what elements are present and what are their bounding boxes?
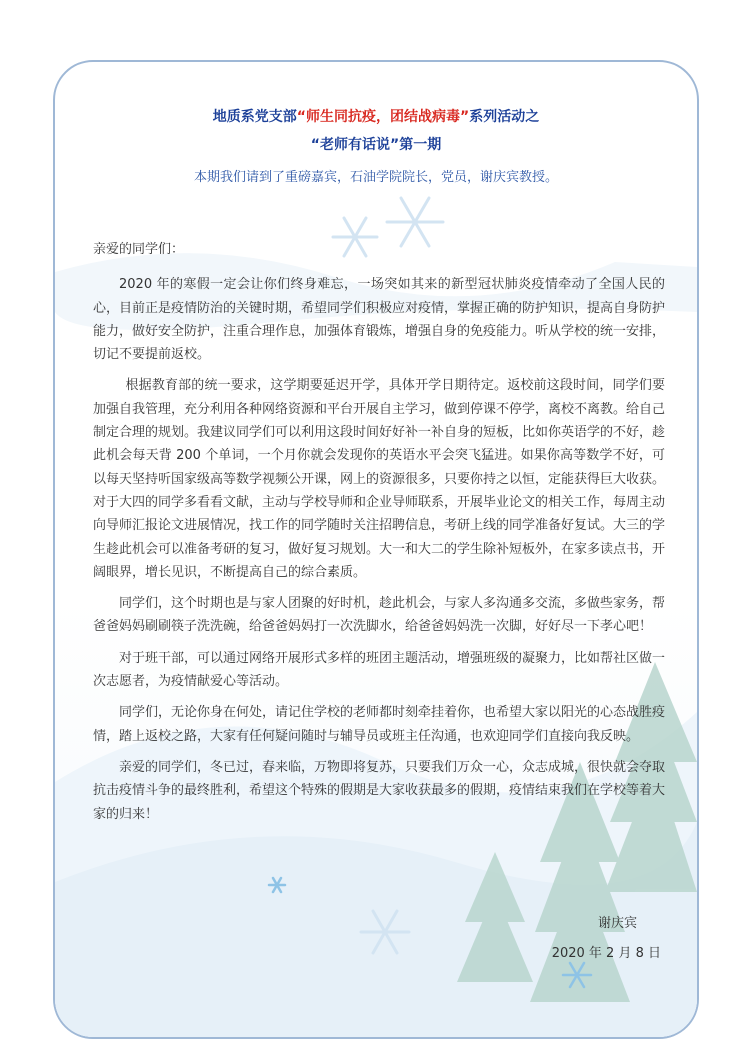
title-red-slogan: “师生同抗疫，团结战病毒” <box>296 109 470 125</box>
paragraph-5: 同学们，无论你身在何处，请记住学校的老师都时刻牵挂着你，也希望大家以阳光的心态战胜疫情，踏上返校之路，大家有任何疑问随时与辅导员或班主任沟通，也欢迎同学们直接向我反映。 <box>93 705 666 744</box>
title-part-2: 系列活动之 <box>469 109 540 125</box>
date: 2020 年 2 月 8 日 <box>551 946 661 961</box>
signature: 谢庆宾 <box>597 916 637 931</box>
paragraph-3: 同学们，这个时期也是与家人团聚的好时机，趁此机会，与家人多沟通多交流，多做些家务，帮爸爸妈妈刷刷筷子洗洗碗，给爸爸妈妈打一次洗脚水，给爸爸妈妈洗一次脚，好好尽一下孝心吧！ <box>93 596 666 635</box>
page-title <box>55 106 697 126</box>
salutation: 亲爱的同学们： <box>93 242 185 257</box>
paragraph-2: 根据教育部的统一要求，这学期要延迟开学，具体开学日期待定。返校前这段时间，同学们要加强自我管理，充分利用各种网络资源和平台开展自主学习，做到停课不停学，离校不离教。给自己制定合理的规划。我建议同学们可以利用这段时间好好补一补自身的短板，比如你英语学的不好，趁此机会每天背 200 个单词，一个月你就会发现你的英语水平会突飞猛进。如果你高等数学不好，可以每天坚持听国家级高等数学视频公开课，网上的资源很多，只要你持之以恒，定能获得巨大收获。对于大四的同学多看看文献，主动与学校导师和企业导师联系，开展毕业论文的相关工作，每周主动向导师汇报论文进展情况，找工作的同学随时关注招聘信息，考研上线的同学准备好复试。大三的学生趁此机会可以准备考研的复习，做好复习规划。大一和大二的学生除补短板外，在家多读点书，开阔眼界，增长见识，不断提高自己的综合素质。 <box>93 378 666 580</box>
paragraph-6: 亲爱的同学们，冬已过，春来临，万物即将复苏，只要我们万众一心，众志成城，很快就会夺取抗击疫情斗争的最终胜利，希望这个特殊的假期是大家收获最多的假期，疫情结束我们在学校等着大家的归来！ <box>93 759 666 822</box>
paragraph-4: 对于班干部，可以通过网络开展形式多样的班团主题活动，增强班级的凝聚力，比如帮社区做一次志愿者，为疫情献爱心等活动。 <box>93 650 666 690</box>
title-part-1: 地质系党支部 <box>212 109 297 125</box>
letter-body <box>93 238 665 834</box>
intro-line: 本期我们请到了重磅嘉宾，石油学院院长，党员，谢庆宾教授。 <box>193 170 558 185</box>
letter-card <box>53 60 699 1039</box>
paragraph-1: 2020 年的寒假一定会让你们终身难忘，一场突如其来的新型冠状肺炎疫情牵动了全国人民的心，目前正是疫情防治的关键时期，希望同学们积极应对疫情，掌握正确的防护知识，提高自身防护能力，做好安全防护，注重合理作息，加强体育锻炼，增强自身的免疫能力。听从学校的统一安排，切记不要提前返校。 <box>93 277 666 363</box>
page-subtitle: “老师有话说”第一期 <box>310 137 442 153</box>
